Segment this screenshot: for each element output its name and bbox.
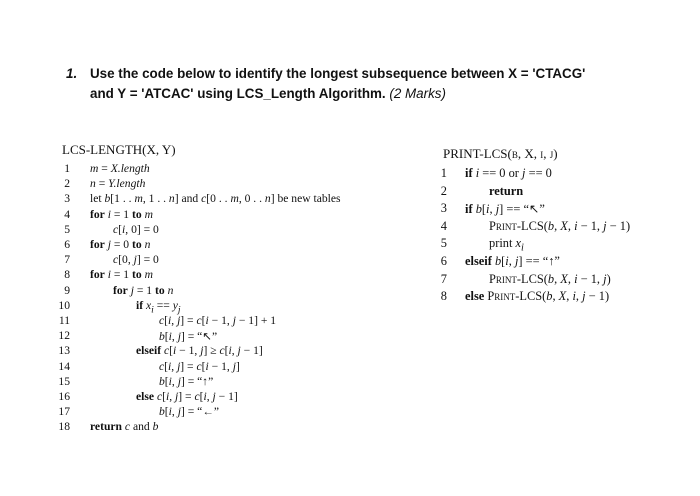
print-lcs-title: PRINT-LCS(b, X, i, j) bbox=[443, 146, 558, 161]
question-number: 1. bbox=[66, 66, 78, 81]
question-line-2 bbox=[66, 84, 666, 104]
code-text: for j = 0 to n bbox=[90, 238, 151, 251]
line-number: 1 bbox=[440, 166, 447, 180]
print-lcs-algorithm bbox=[440, 146, 693, 306]
line-number: 6 bbox=[440, 254, 447, 268]
code-text: for j = 1 to n bbox=[113, 283, 174, 297]
line-number: 16 bbox=[58, 390, 70, 403]
question-text bbox=[66, 64, 666, 104]
line-number: 3 bbox=[64, 192, 70, 206]
code-text: return bbox=[489, 183, 524, 198]
line-number: 3 bbox=[440, 201, 447, 216]
line-number: 5 bbox=[440, 236, 447, 251]
code-text: elseif b[i, j] == “↑” bbox=[465, 254, 560, 268]
line-number: 10 bbox=[58, 298, 70, 312]
question-line-1: Use the code below to identify the longest subsequence between X = 'CTACG' bbox=[90, 66, 586, 81]
line-number: 18 bbox=[58, 420, 70, 434]
code-text: n = Y.length bbox=[90, 177, 146, 191]
code-text: for i = 1 to m bbox=[90, 207, 153, 221]
line-number: 14 bbox=[58, 359, 70, 373]
lcs-length-title: LCS-LENGTH(X, Y) bbox=[62, 142, 176, 157]
code-text: b[i, j] = “↑” bbox=[159, 374, 214, 388]
line-number: 2 bbox=[64, 177, 70, 191]
code-text: for i = 1 to m bbox=[90, 268, 153, 282]
code-text: b[i, j] = “↖” bbox=[159, 330, 218, 344]
line-number: 4 bbox=[440, 218, 447, 233]
code-text: m = X.length bbox=[90, 162, 150, 175]
line-number: 2 bbox=[440, 183, 447, 198]
code-text: if i == 0 or j == 0 bbox=[465, 166, 552, 180]
code-text: print $x_i$ bbox=[489, 236, 524, 254]
code-text: if b[i, j] == “↖” bbox=[465, 202, 545, 217]
code-text: c[i, j] = c[i − 1, j − 1] + 1 bbox=[159, 314, 277, 327]
code-text: c[i, 0] = 0 bbox=[113, 222, 159, 236]
line-number: 1 bbox=[64, 162, 70, 175]
question-marks: (2 Marks) bbox=[389, 86, 446, 101]
line-number: 7 bbox=[64, 253, 70, 267]
line-number: 15 bbox=[58, 374, 70, 388]
line-number: 17 bbox=[58, 405, 70, 419]
lcs-length-algorithm bbox=[58, 142, 382, 452]
line-number: 9 bbox=[64, 283, 70, 297]
code-text: else c[i, j] = c[i, j − 1] bbox=[136, 390, 238, 403]
line-number: 5 bbox=[64, 222, 70, 236]
code-text: if $x_i == y_j$ bbox=[136, 298, 181, 316]
code-text: return c and b bbox=[90, 420, 159, 434]
line-number: 6 bbox=[64, 238, 70, 251]
line-number: 11 bbox=[58, 314, 70, 327]
line-number: 4 bbox=[64, 207, 70, 221]
code-text: elseif c[i − 1, j] ≥ c[i, j − 1] bbox=[136, 344, 263, 358]
code-text: c[i, j] = c[i − 1, j] bbox=[159, 359, 240, 373]
line-number: 7 bbox=[440, 271, 447, 286]
code-text: let b[1 . . m, 1 . . n] and c[0 . . m, 0 . . n] be new tables bbox=[90, 192, 341, 206]
line-number: 13 bbox=[58, 344, 70, 358]
question-line-2-text: and Y = 'ATCAC' using LCS_Length Algorithm. bbox=[90, 86, 386, 101]
code-text: b[i, j] = “←” bbox=[159, 405, 220, 419]
line-number: 12 bbox=[58, 329, 70, 343]
line-number: 8 bbox=[440, 289, 447, 304]
code-text: c[0, j] = 0 bbox=[113, 253, 159, 267]
code-text: Print-LCS(b, X, i − 1, j) bbox=[489, 271, 611, 286]
code-text: Print-LCS(b, X, i − 1, j − 1) bbox=[489, 218, 631, 233]
line-number: 8 bbox=[64, 268, 70, 282]
code-text: else Print-LCS(b, X, i, j − 1) bbox=[465, 289, 610, 304]
